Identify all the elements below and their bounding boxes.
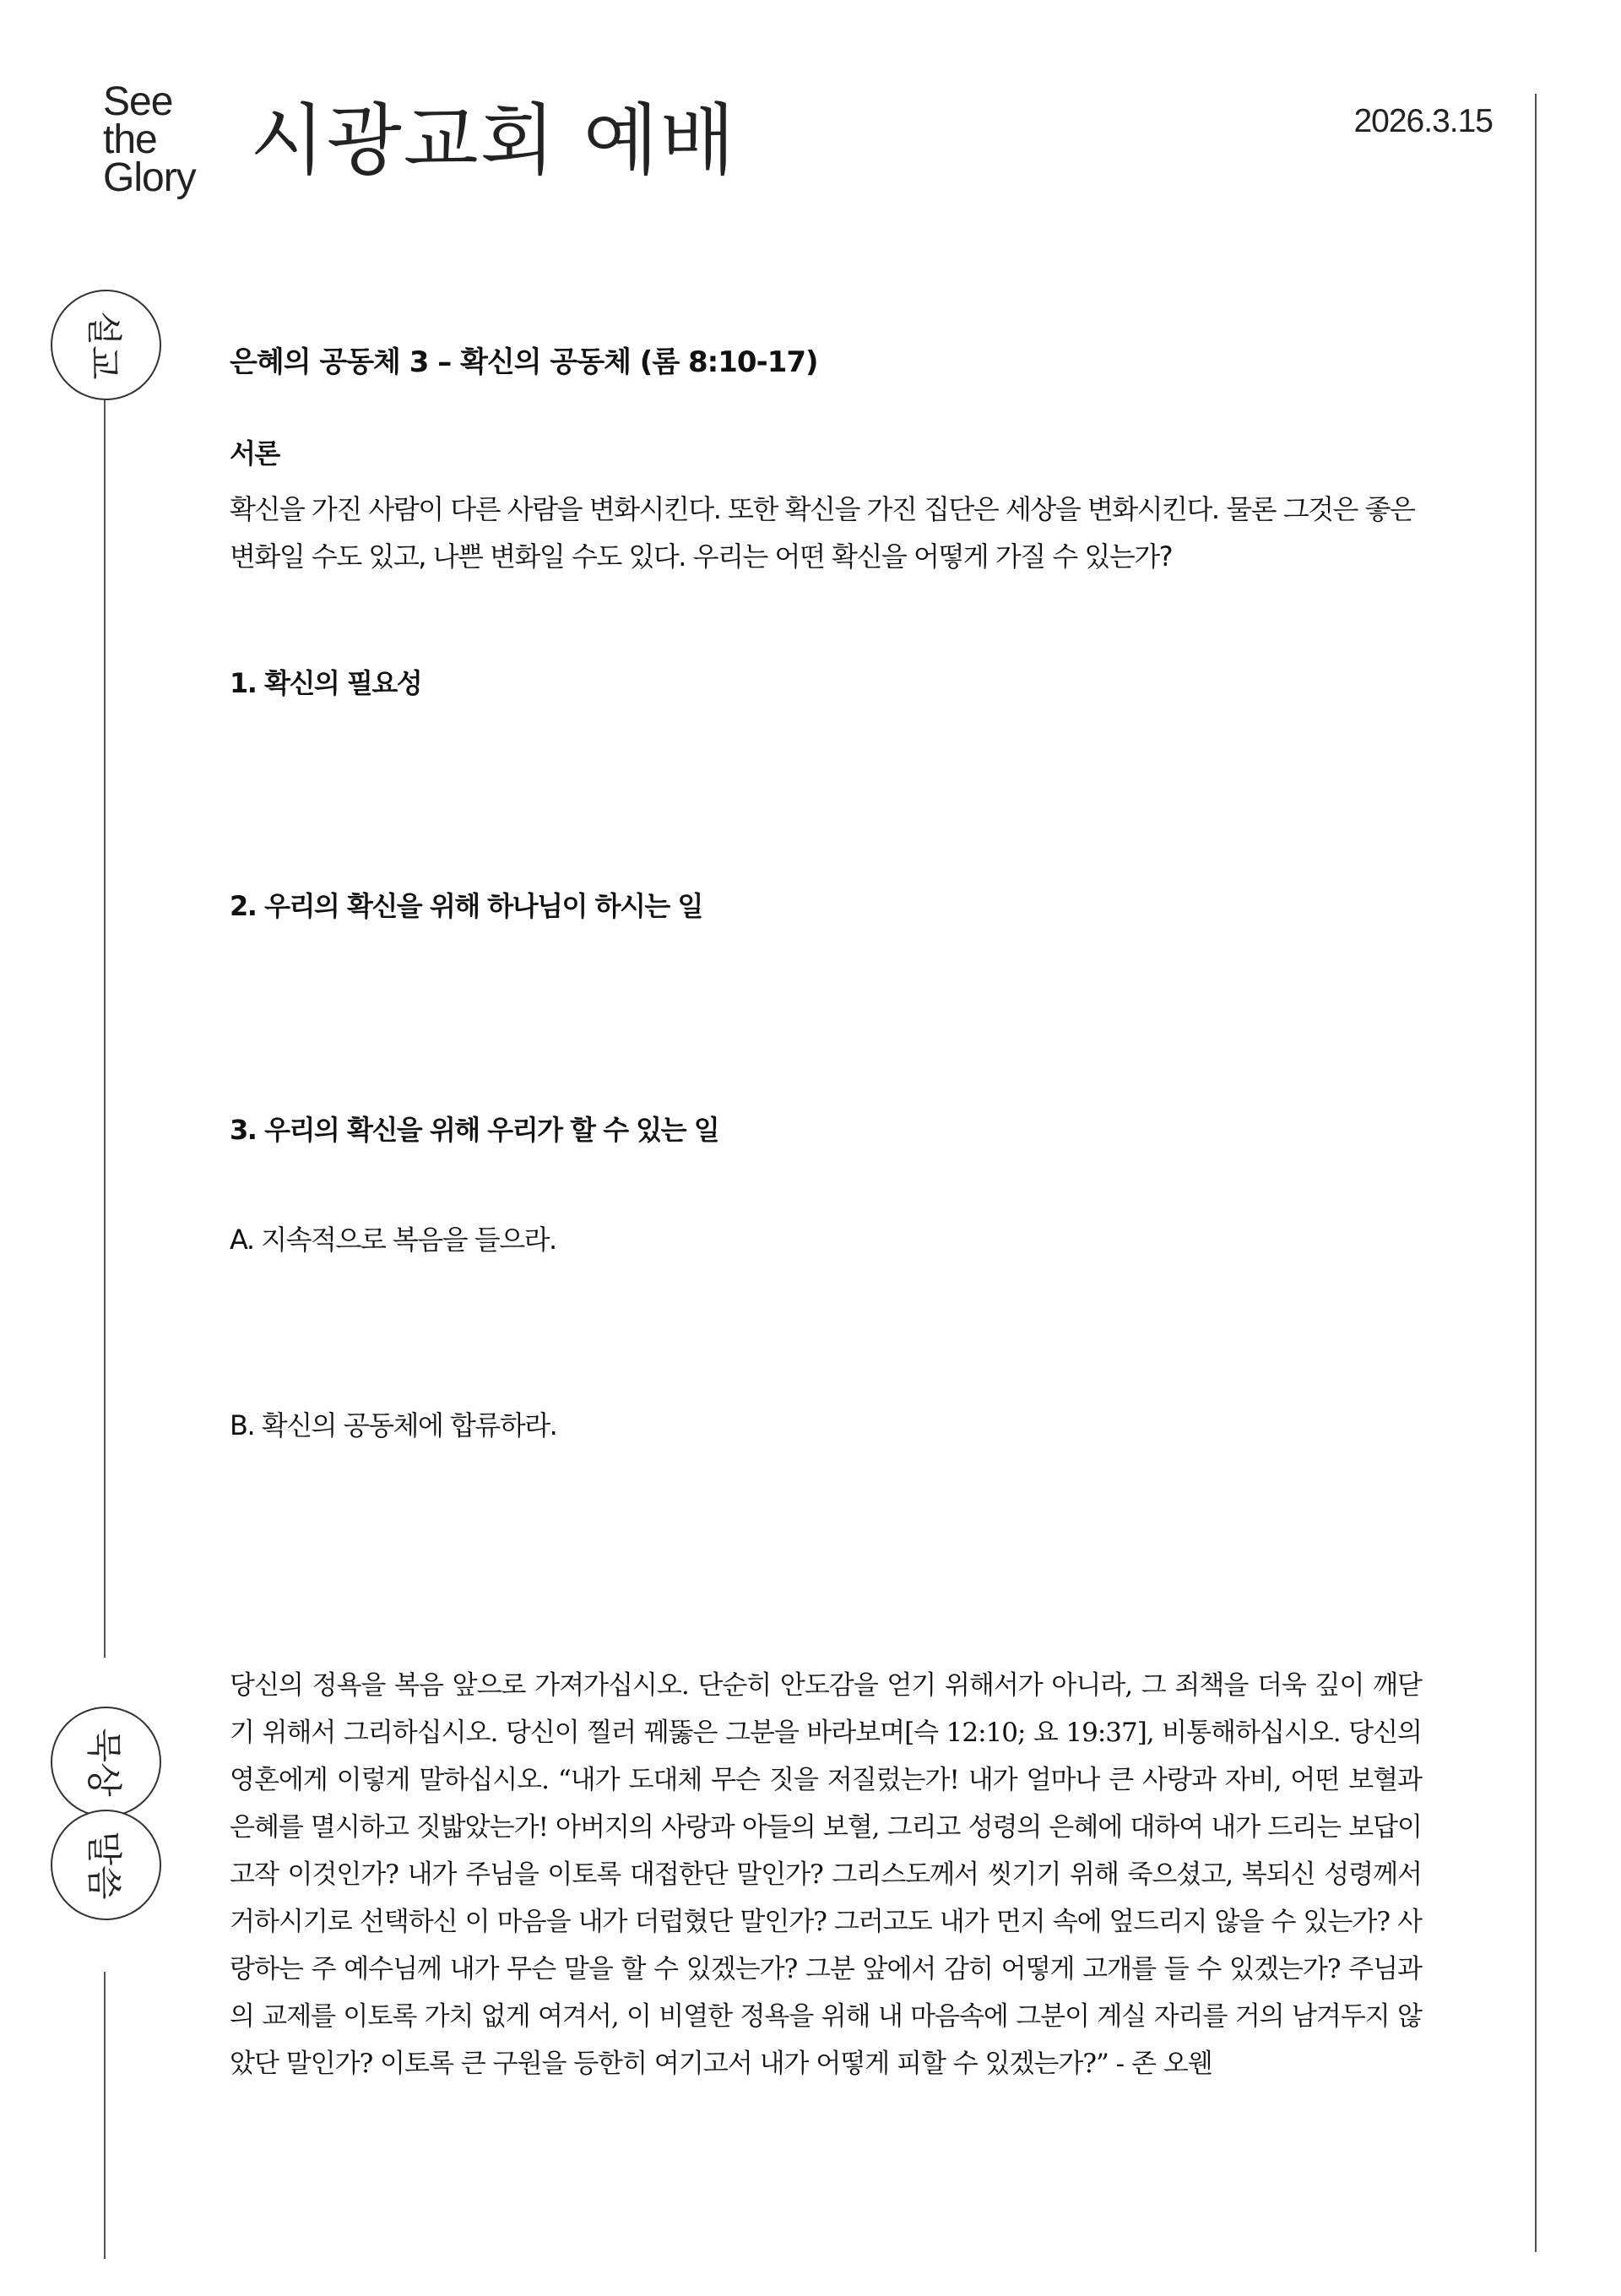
meditation-section-label: 묵상 [83, 1727, 125, 1797]
sermon-title: 은혜의 공동체 3 – 확신의 공동체 (롬 8:10-17) [230, 345, 818, 379]
sermon-section-label: 설교 [83, 310, 125, 380]
logo-line-1: See [103, 79, 173, 124]
sermon-point-1: 1. 확신의 필요성 [230, 667, 422, 699]
logo-line-2: the [103, 117, 157, 162]
sermon-section-badge [51, 290, 161, 400]
church-logo [103, 79, 196, 200]
logo-line-3: Glory [103, 155, 196, 200]
meditation-section-badge [51, 1707, 161, 1817]
left-timeline-line-lower [104, 1972, 106, 2259]
meditation-paragraph: 당신의 정욕을 복음 앞으로 가져가십시오. 단순히 안도감을 얻기 위해서가 아니라, 그 죄책을 더욱 깊이 깨닫기 위해서 그리하십시오. 당신이 찔러 꿰뚫은 그분을 바라보며[슥 12:10; 요 19:37], 비통해하십시오. 당신의 영혼에게 이렇게 말하십시오. “내가 도대체 무슨 짓을 저질렀는가! 내가 얼마나 큰 사랑과 자비, 어떤 보혈과 은혜를 멸시하고 짓밟았는가! 아버지의 사랑과 아들의 보혈, 그리고 성령의 은혜에 대하여 내가 드리는 보답이 고작 이것인가? 내가 주님을 이토록 대접한단 말인가? 그리스도께서 씻기기 위해 죽으셨고, 복되신 성령께서 거하시기로 선택하신 이 마음을 내가 더럽혔단 말인가? 그러고도 내가 먼지 속에 엎드리지 않을 수 있는가? 사랑하는 주 예수님께 내가 무슨 말을 할 수 있겠는가? 그분 앞에서 감히 어떻게 고개를 들 수 있겠는가? 주님과의 교제를 이토록 가치 없게 여겨서, 이 비열한 정욕을 위해 내 마음속에 그분이 계실 자리를 거의 남겨두지 않았단 말인가? 이토록 큰 구원을 등한히 여기고서 내가 어떻게 피할 수 있겠는가?” - 존 오웬 [230, 1670, 1422, 2079]
word-section-badge [51, 1810, 161, 1920]
intro-heading: 서론 [230, 437, 279, 470]
right-divider [1535, 94, 1537, 2252]
page-title: 시광교회 예배 [250, 95, 737, 186]
sermon-point-3: 3. 우리의 확신을 위해 우리가 할 수 있는 일 [230, 1114, 719, 1146]
service-date: 2026.3.15 [1353, 103, 1493, 139]
left-timeline-line [104, 397, 106, 1658]
sub-point-a: A. 지속적으로 복음을 들으라. [230, 1224, 556, 1256]
sub-point-b: B. 확신의 공동체에 합류하라. [230, 1409, 557, 1441]
sermon-point-2: 2. 우리의 확신을 위해 하나님이 하시는 일 [230, 890, 702, 922]
intro-paragraph: 확신을 가진 사람이 다른 사람을 변화시킨다. 또한 확신을 가진 집단은 세상을 변화시킨다. 물론 그것은 좋은 변화일 수도 있고, 나쁜 변화일 수도 있다. 우리는 어떤 확신을 어떻게 가질 수 있는가? [230, 493, 1415, 573]
word-section-label: 말씀 [83, 1830, 125, 1900]
